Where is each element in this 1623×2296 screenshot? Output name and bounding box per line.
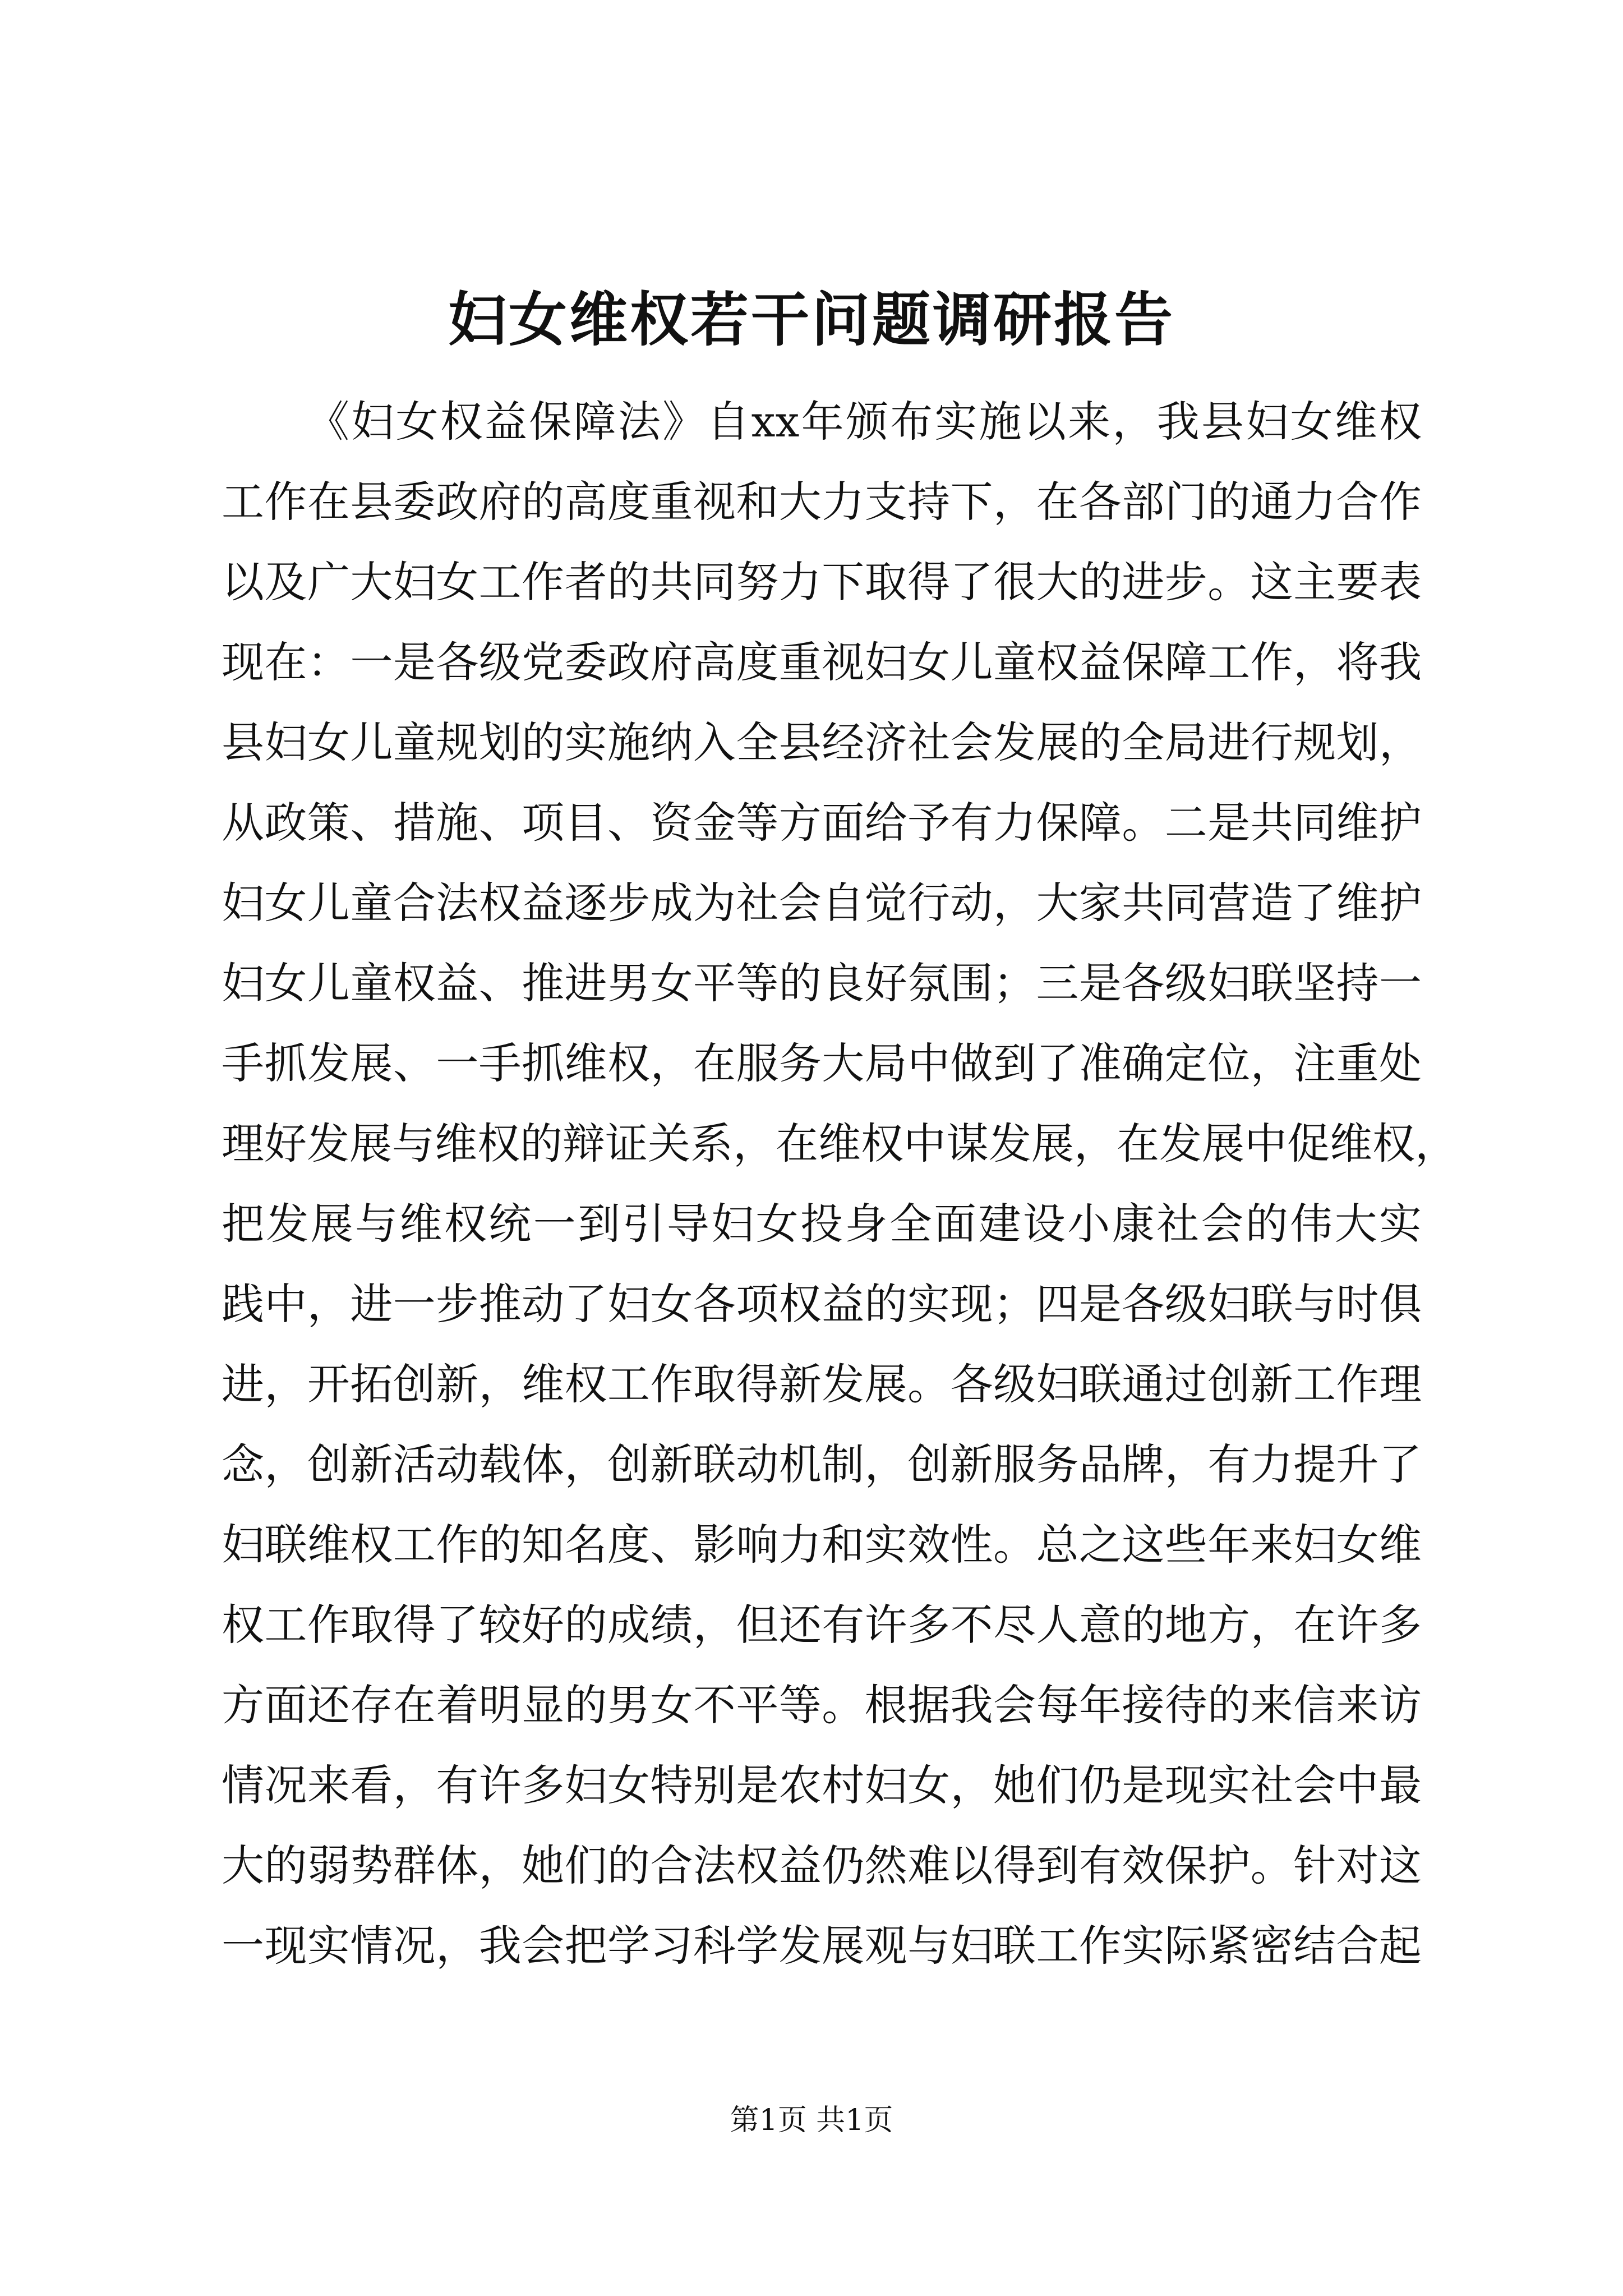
body-line: 情况来看，有许多妇女特别是农村妇女，她们仍是现实社会中最 xyxy=(222,1760,1422,1810)
body-line: 妇联维权工作的知名度、影响力和实效性。总之这些年来妇女维 xyxy=(222,1520,1422,1570)
page-number-footer: 第1页 共1页 xyxy=(730,2104,893,2137)
body-line: 权工作取得了较好的成绩，但还有许多不尽人意的地方，在许多 xyxy=(222,1600,1422,1650)
document-title: 妇女维权若干问题调研报告 xyxy=(448,285,1175,354)
body-line: 从政策、措施、项目、资金等方面给予有力保障。二是共同维护 xyxy=(222,798,1422,848)
body-line: 妇女儿童权益、推进男女平等的良好氛围；三是各级妇联坚持一 xyxy=(222,958,1422,1008)
body-line: 《妇女权益保障法》自xx年颁布实施以来，我县妇女维权 xyxy=(307,397,1422,447)
body-line: 工作在县委政府的高度重视和大力支持下，在各部门的通力合作 xyxy=(222,477,1422,527)
body-line: 践中，进一步推动了妇女各项权益的实现；四是各级妇联与时俱 xyxy=(222,1279,1422,1329)
body-line: 方面还存在着明显的男女不平等。根据我会每年接待的来信来访 xyxy=(222,1680,1422,1730)
body-line: 手抓发展、一手抓维权，在服务大局中做到了准确定位，注重处 xyxy=(222,1038,1422,1088)
body-line: 进，开拓创新，维权工作取得新发展。各级妇联通过创新工作理 xyxy=(222,1359,1422,1409)
body-line: 现在：一是各级党委政府高度重视妇女儿童权益保障工作，将我 xyxy=(222,637,1422,687)
body-line: 理好发展与维权的辩证关系，在维权中谋发展，在发展中促维权， xyxy=(222,1119,1458,1168)
body-line: 大的弱势群体，她们的合法权益仍然难以得到有效保护。针对这 xyxy=(222,1841,1422,1890)
body-line: 一现实情况，我会把学习科学发展观与妇联工作实际紧密结合起 xyxy=(222,1921,1422,1971)
body-line: 念，创新活动载体，创新联动机制，创新服务品牌，有力提升了 xyxy=(222,1439,1422,1489)
body-line: 以及广大妇女工作者的共同努力下取得了很大的进步。这主要表 xyxy=(222,557,1422,607)
body-line: 把发展与维权统一到引导妇女投身全面建设小康社会的伟大实 xyxy=(222,1199,1422,1249)
body-line: 县妇女儿童规划的实施纳入全县经济社会发展的全局进行规划， xyxy=(222,717,1422,767)
body-line: 妇女儿童合法权益逐步成为社会自觉行动，大家共同营造了维护 xyxy=(222,878,1422,928)
document-body xyxy=(222,381,1458,1986)
